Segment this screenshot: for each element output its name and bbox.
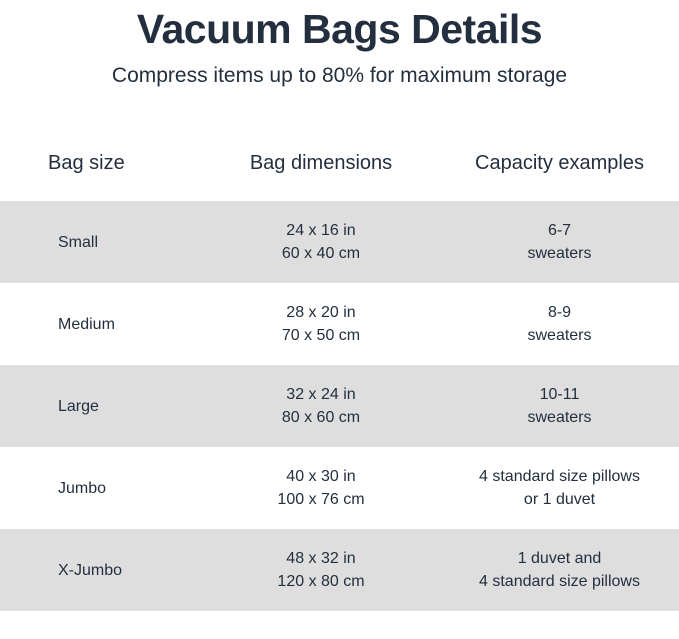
cell-capacity [440, 201, 679, 283]
cell-bag-size: Large [0, 365, 202, 447]
capacity-line-1: 1 duvet and [517, 550, 602, 568]
cell-bag-dimensions [202, 201, 440, 283]
capacity-line-2: or 1 duvet [523, 491, 596, 509]
table-row [0, 201, 679, 283]
cell-capacity [440, 365, 679, 447]
capacity-line-2: sweaters [527, 327, 592, 345]
cell-bag-size: Small [0, 201, 202, 283]
column-header-bag-dimensions: Bag dimensions [202, 140, 440, 201]
table-row [0, 447, 679, 529]
page-title: Vacuum Bags Details [136, 6, 543, 52]
page-subtitle: Compress items up to 80% for maximum storage [111, 64, 568, 88]
table-header [0, 140, 679, 201]
dimensions-inches: 48 x 32 in [286, 550, 356, 568]
dimensions-centimeters: 80 x 60 cm [281, 409, 361, 427]
cell-bag-size: X-Jumbo [0, 529, 202, 611]
cell-capacity [440, 283, 679, 365]
cell-bag-dimensions [202, 447, 440, 529]
capacity-line-1: 8-9 [547, 304, 572, 322]
capacity-line-2: 4 standard size pillows [479, 573, 640, 591]
dimensions-centimeters: 60 x 40 cm [281, 245, 361, 263]
specs-table [0, 140, 679, 611]
capacity-line-1: 4 standard size pillows [479, 468, 640, 486]
cell-bag-size: Jumbo [0, 447, 202, 529]
page-header [0, 0, 679, 88]
table-row [0, 283, 679, 365]
table-row [0, 529, 679, 611]
table-row [0, 365, 679, 447]
cell-bag-dimensions [202, 529, 440, 611]
dimensions-centimeters: 70 x 50 cm [281, 327, 361, 345]
cell-bag-dimensions [202, 365, 440, 447]
table-header-row [0, 140, 679, 201]
cell-bag-size: Medium [0, 283, 202, 365]
dimensions-centimeters: 120 x 80 cm [277, 573, 365, 591]
cell-capacity [440, 447, 679, 529]
table-body [0, 201, 679, 611]
dimensions-inches: 32 x 24 in [286, 386, 356, 404]
capacity-line-1: 10-11 [539, 386, 580, 404]
dimensions-inches: 40 x 30 in [286, 468, 356, 486]
capacity-line-2: sweaters [527, 245, 592, 263]
column-header-capacity-examples: Capacity examples [440, 140, 679, 201]
cell-capacity [440, 529, 679, 611]
dimensions-inches: 28 x 20 in [286, 304, 356, 322]
capacity-line-2: sweaters [527, 409, 592, 427]
cell-bag-dimensions [202, 283, 440, 365]
dimensions-centimeters: 100 x 76 cm [277, 491, 365, 509]
capacity-line-1: 6-7 [547, 222, 572, 240]
column-header-bag-size: Bag size [0, 140, 202, 201]
dimensions-inches: 24 x 16 in [286, 222, 356, 240]
